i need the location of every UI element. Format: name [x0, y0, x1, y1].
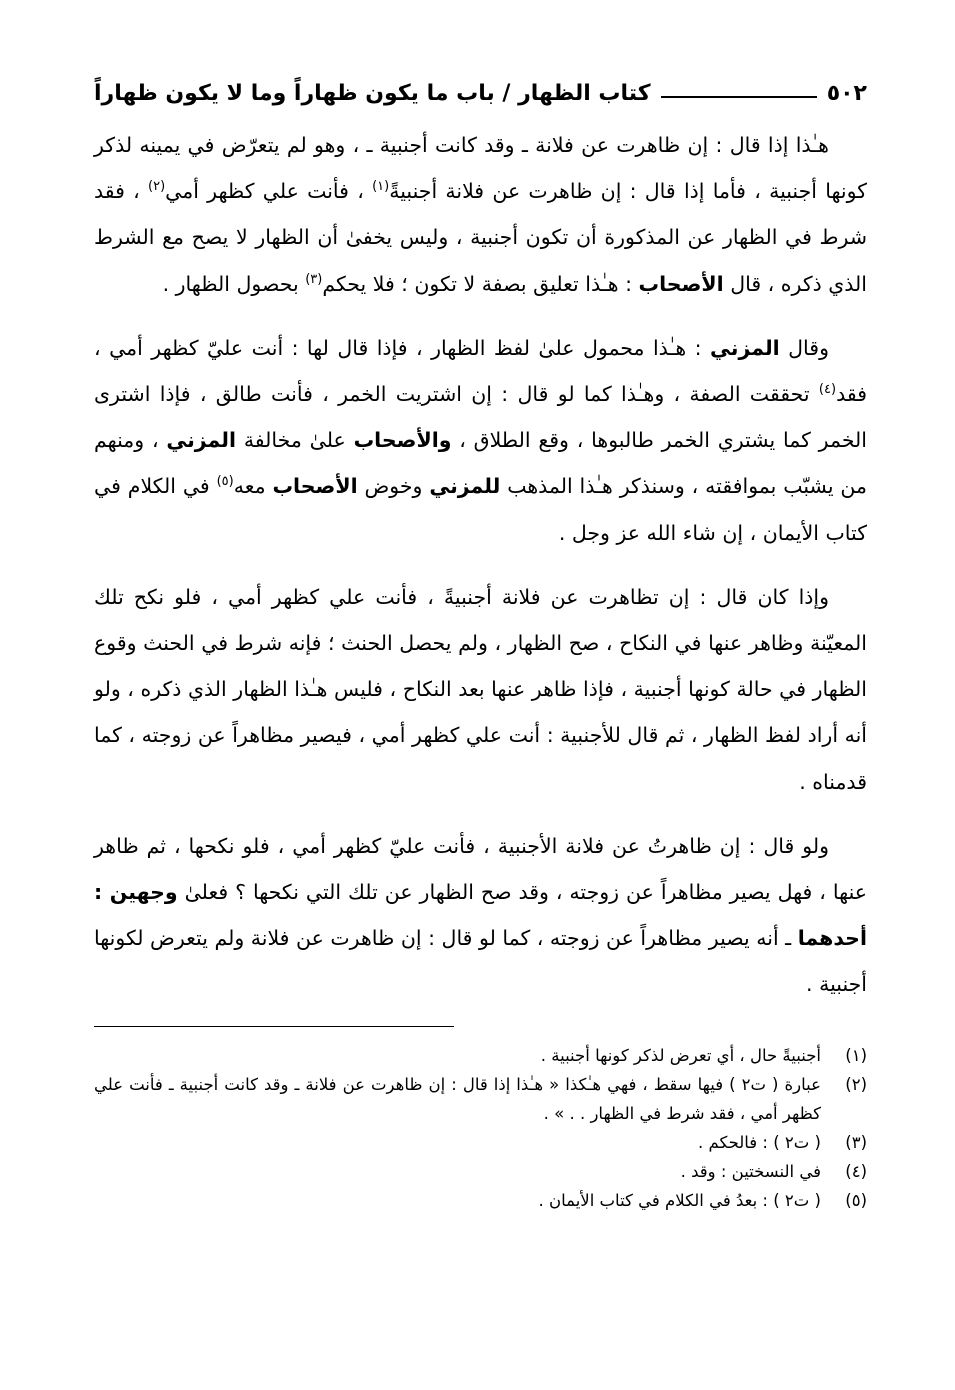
footnote-ref: (٤) — [818, 382, 837, 398]
footnote — [94, 1128, 867, 1157]
footnote — [94, 1041, 867, 1070]
footnote-ref: (١) — [372, 179, 390, 195]
footnotes — [94, 1041, 867, 1215]
paragraph — [94, 574, 867, 805]
page-number: ٥٠٢ — [826, 80, 867, 106]
text-run: : هـٰذا تعليق بصفة لا تكون ؛ فلا يحكم — [322, 271, 639, 296]
text-run: ، فأنت علي كظهر أمي — [165, 179, 373, 204]
running-header — [94, 72, 867, 114]
bold-term: المزني — [710, 335, 780, 360]
main-text — [94, 122, 867, 1008]
bold-term: المزني — [166, 428, 237, 453]
footnote-text: ( ت٢ ) : بعدُ في الكلام في كتاب الأيمان . — [538, 1190, 821, 1210]
header-rule — [661, 96, 817, 98]
footnote-ref: (٣) — [305, 271, 323, 287]
text-run: علىٰ مخالفة — [236, 428, 354, 453]
text-run: ، فقد شرط في الظهار عن المذكورة أن تكون أجنبية ، وليس يخفىٰ أن الظهار لا يصح مع الشرط الذي ذكره ، قال — [94, 179, 867, 296]
footnote-number: (٥) — [845, 1190, 867, 1210]
text-run: بحصول الظهار . — [162, 271, 306, 296]
paragraph — [94, 325, 867, 556]
paragraph — [94, 122, 867, 307]
text-run: هـٰذا إذا قال : إن ظاهرت عن فلانة ـ وقد كانت أجنبية ـ ، وهو لم يتعرّض في يمينه لذكر كونها أجنبية ، فأما إذا قال : إن ظاهرت عن فلانة أجنبيةً — [94, 133, 867, 204]
text-run: وقال — [779, 335, 830, 360]
text-run: ولو قال : إن ظاهرتُ عن فلانة الأجنبية ، فأنت عليّ كظهر أمي ، فلو نكحها ، ثم ظاهر عنها ، فهل يصير مظاهراً عن زوجته ، وقد صح الظهار عن تلك التي نكحها ؟ فعلىٰ — [94, 833, 867, 905]
text-run: ، ومنهم من يشبّب بموافقته ، وسنذكر هـٰذا المذهب — [94, 428, 867, 499]
footnote — [94, 1070, 867, 1128]
footnote-text: أجنبيةً حال ، أي تعرض لذكر كونها أجنبية . — [540, 1045, 821, 1065]
text-run: وإذا كان قال : إن تظاهرت عن فلانة أجنبيةً ، فأنت علي كظهر أمي ، فلو نكح تلك المعيّنة وظاهر عنها في النكاح ، صح الظهار ، ولم يحصل الحنث ؛ فإنه شرط في الحنث وقوع الظهار في حالة كونها أجنبية ، فإذا ظاهر عنها بعد النكاح ، فليس هـٰذا الظهار الذي ذكره ، ولو أنه أراد لفظ الظهار ، ثم قال للأجنبية : أنت علي كظهر أمي ، فيصير مظاهراً عن زوجته ، كما قدمناه . — [94, 584, 867, 794]
text-run: معه — [233, 474, 273, 499]
bold-term: للمزني — [429, 474, 501, 499]
bold-term: وجهين : أحدهما — [94, 880, 867, 951]
footnote-text: عبارة ( ت٢ ) فيها سقط ، فهي هـٰكذا « هـٰذا إذا قال : إن ظاهرت عن فلانة ـ وقد كانت أجنبية ـ فأنت علي كظهر أمي ، فقد شرط في الظهار . . » . — [94, 1074, 821, 1123]
footnote-ref: (٥) — [216, 474, 234, 490]
footnote-number: (٣) — [845, 1132, 867, 1152]
bold-term: الأصحاب — [272, 474, 358, 499]
footnote-number: (٤) — [845, 1161, 867, 1181]
text-run: ـ أنه يصير مظاهراً عن زوجته ، كما لو قال : إن ظاهرت عن فلانة ولم يتعرض لكونها أجنبية . — [93, 926, 867, 997]
text-run: في الكلام في كتاب الأيمان ، إن شاء الله عز وجل . — [94, 474, 867, 545]
text-run: : هـٰذا محمول علىٰ لفظ الظهار ، فإذا قال لها : أنت عليّ كظهر أمي ، فقد — [94, 335, 867, 407]
bold-term: الأصحاب — [638, 271, 724, 296]
text-run: وخوض — [357, 474, 430, 499]
footnote-number: (٢) — [845, 1074, 867, 1094]
footnote — [94, 1157, 867, 1186]
chapter-title: كتاب الظهار / باب ما يكون ظهاراً وما لا يكون ظهاراً — [94, 80, 651, 106]
bold-term: والأصحاب — [353, 428, 452, 453]
paragraph — [94, 823, 867, 1008]
footnote-text: في النسختين : وقد . — [680, 1161, 821, 1181]
footnote-number: (١) — [845, 1045, 867, 1065]
footnote-ref: (٢) — [148, 179, 166, 195]
text-run: تحققت الصفة ، وهـٰذا كما لو قال : إن اشتريت الخمر ، فأنت طالق ، فإذا اشترى الخمر كما يشتري الخمر طالبوها ، وقع الطلاق ، — [94, 382, 867, 453]
footnote-text: ( ت٢ ) : فالحكم . — [697, 1132, 821, 1152]
footnote — [94, 1186, 867, 1215]
footnote-divider — [94, 1026, 454, 1027]
